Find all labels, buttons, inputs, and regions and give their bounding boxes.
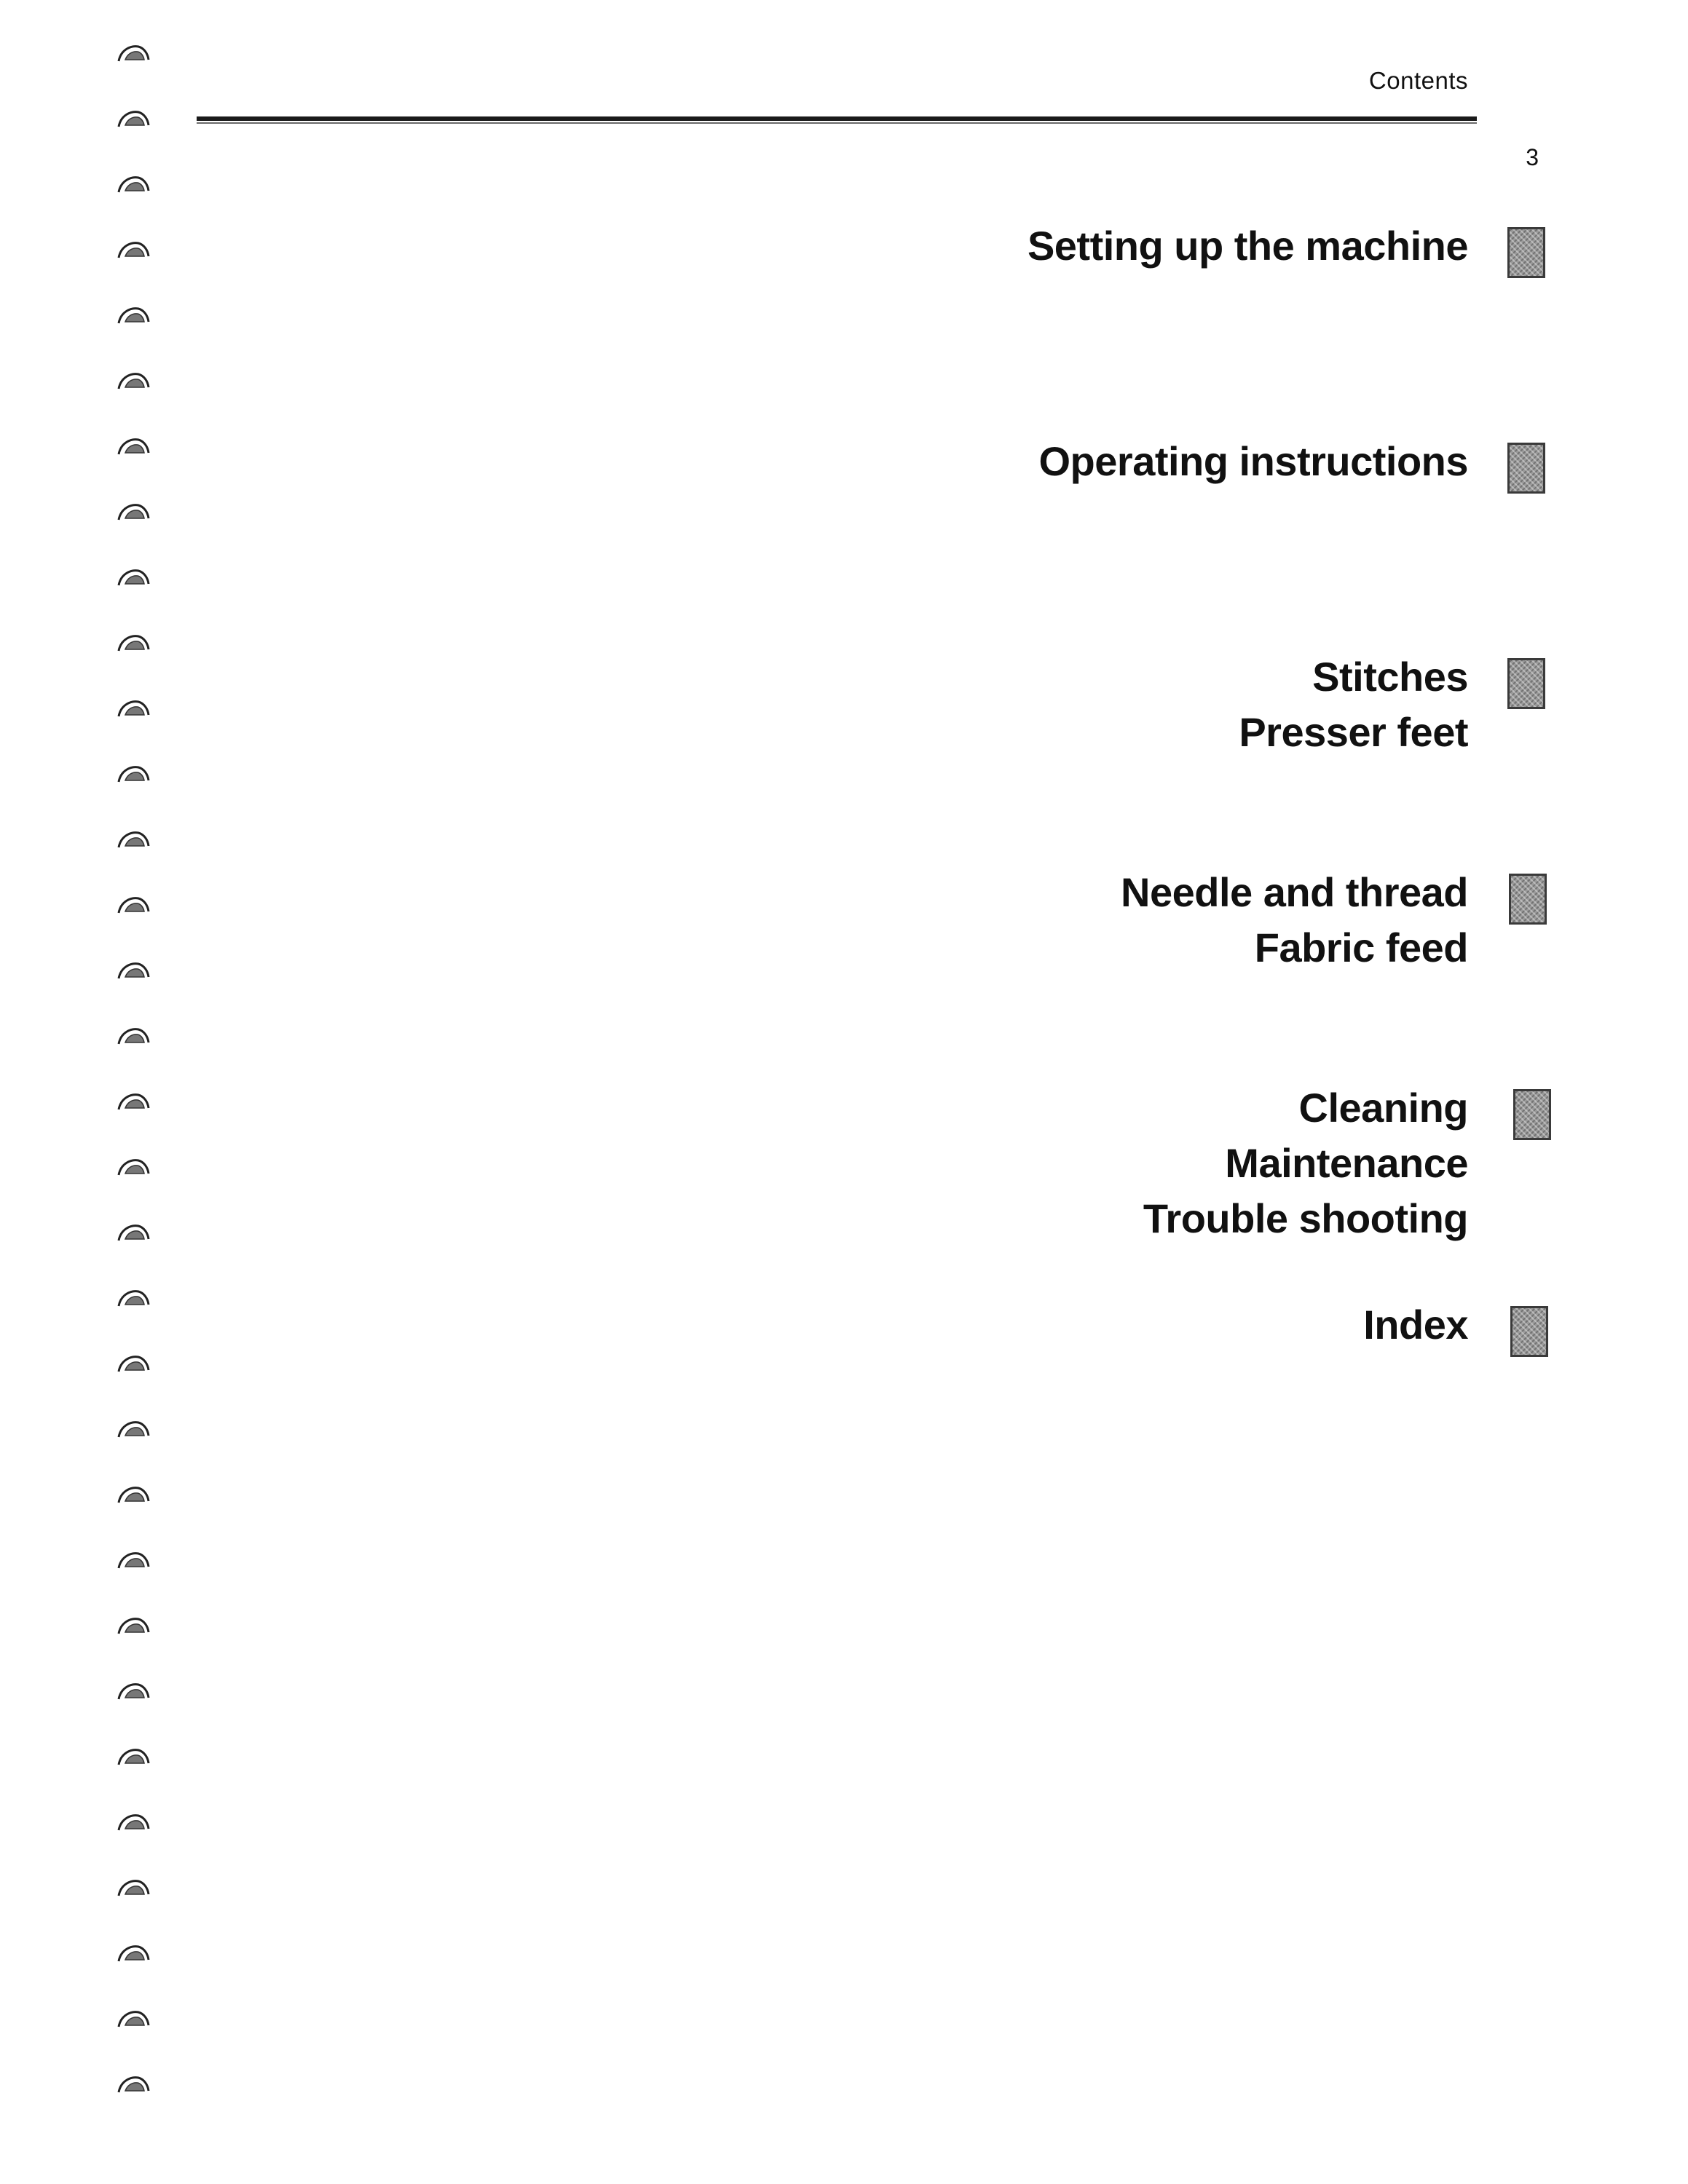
contents-entry-label: Index <box>1363 1302 1468 1348</box>
contents-entry-label: Stitches <box>1312 654 1468 700</box>
contents-entry-index[interactable] <box>1363 1297 1468 1353</box>
header-rule-underline <box>197 122 1477 124</box>
contents-entry-setting-up[interactable] <box>1028 218 1468 274</box>
contents-entry-operating-instructions[interactable] <box>1039 434 1469 489</box>
spiral-binding-ring-icon <box>117 240 150 259</box>
contents-entry-cleaning[interactable] <box>1143 1080 1468 1246</box>
spiral-binding-ring-icon <box>117 1616 150 1635</box>
contents-entry-needle-thread[interactable] <box>1121 865 1468 976</box>
spiral-binding-ring-icon <box>117 1420 150 1439</box>
spiral-binding-ring-icon <box>117 764 150 783</box>
contents-entry-label: Maintenance <box>1225 1140 1468 1186</box>
spiral-binding-ring-icon <box>117 1878 150 1897</box>
spiral-binding-ring-icon <box>117 1354 150 1373</box>
running-header: Contents <box>1368 67 1468 94</box>
spiral-binding-ring-icon <box>117 1813 150 1832</box>
spiral-binding-ring-icon <box>117 1682 150 1701</box>
spiral-binding-ring-icon <box>117 1747 150 1766</box>
spiral-binding-ring-icon <box>117 502 150 521</box>
contents-entry-label: Fabric feed <box>1254 925 1468 970</box>
section-tab-marker-icon[interactable] <box>1510 1306 1548 1357</box>
spiral-binding-ring-icon <box>117 109 150 128</box>
section-tab-marker-icon[interactable] <box>1507 227 1545 278</box>
spiral-binding-ring-icon <box>117 830 150 849</box>
spiral-binding-ring-icon <box>117 44 150 63</box>
spiral-binding-ring-icon <box>117 1223 150 1242</box>
header-rule <box>197 116 1477 121</box>
page-number: 3 <box>1526 144 1539 170</box>
spiral-binding-ring-icon <box>117 1092 150 1111</box>
contents-entry-label: Cleaning <box>1298 1085 1468 1131</box>
contents-entry-label: Setting up the machine <box>1027 223 1468 269</box>
contents-entry-label: Operating instructions <box>1038 438 1468 484</box>
contents-entry-stitches[interactable] <box>1239 649 1468 760</box>
spiral-binding-ring-icon <box>117 1158 150 1176</box>
spiral-binding-ring-icon <box>117 437 150 456</box>
contents-entry-label: Trouble shooting <box>1143 1195 1468 1241</box>
spiral-binding-ring-icon <box>117 961 150 980</box>
spiral-binding-ring-icon <box>117 175 150 194</box>
spiral-binding-ring-icon <box>117 1485 150 1504</box>
section-tab-marker-icon[interactable] <box>1507 658 1545 709</box>
spiral-binding-ring-icon <box>117 371 150 390</box>
section-tab-marker-icon[interactable] <box>1509 874 1547 925</box>
spiral-binding-ring-icon <box>117 568 150 587</box>
contents-entry-label: Presser feet <box>1239 709 1468 755</box>
spiral-binding-ring-icon <box>117 699 150 718</box>
spiral-binding-ring-icon <box>117 1551 150 1570</box>
spiral-binding-ring-icon <box>117 306 150 325</box>
contents-entry-label: Needle and thread <box>1121 869 1468 915</box>
spiral-binding-ring-icon <box>117 895 150 914</box>
spiral-binding-ring-icon <box>117 2009 150 2028</box>
section-tab-marker-icon[interactable] <box>1507 443 1545 494</box>
spiral-binding-ring-icon <box>117 1944 150 1963</box>
section-tab-marker-icon[interactable] <box>1513 1089 1551 1140</box>
spiral-binding <box>117 44 160 2140</box>
spiral-binding-ring-icon <box>117 2075 150 2094</box>
spiral-binding-ring-icon <box>117 1026 150 1045</box>
spiral-binding-ring-icon <box>117 633 150 652</box>
spiral-binding-ring-icon <box>117 1289 150 1307</box>
